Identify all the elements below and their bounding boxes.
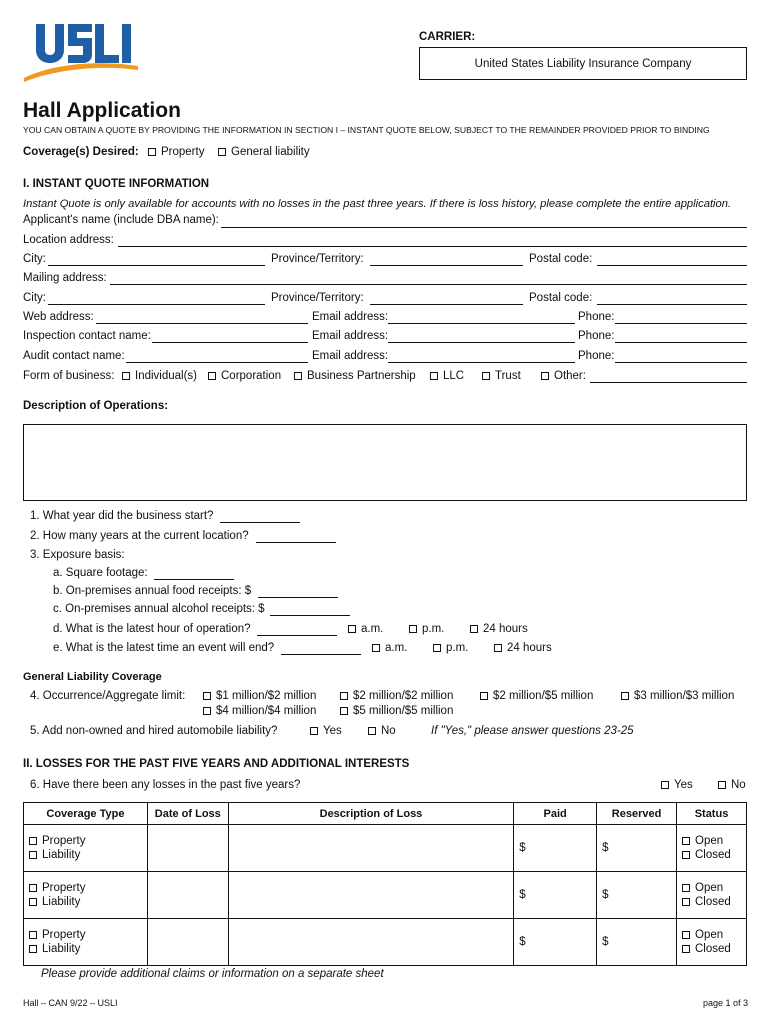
q3e-24h-label: 24 hours xyxy=(507,642,552,654)
open-label: Open xyxy=(695,835,724,847)
q3d-24h-label: 24 hours xyxy=(483,623,528,635)
liability-checkbox[interactable] xyxy=(29,895,142,909)
form-llc-checkbox[interactable] xyxy=(430,370,464,382)
paid-cell[interactable]: $ xyxy=(514,919,597,966)
q3e-pm-checkbox[interactable] xyxy=(433,642,468,654)
phone-label: Phone: xyxy=(578,311,615,323)
col-paid: Paid xyxy=(514,803,597,825)
audit-email-label: Email address: xyxy=(312,350,389,362)
form-individual-checkbox[interactable] xyxy=(122,370,197,382)
open-label: Open xyxy=(695,929,724,941)
status-cell xyxy=(677,872,747,919)
limit-2-5-checkbox[interactable] xyxy=(480,690,593,702)
checkbox-icon[interactable] xyxy=(372,644,380,652)
checkbox-icon[interactable] xyxy=(294,372,302,380)
property-label: Property xyxy=(42,929,86,941)
q3e-am-label: a.m. xyxy=(385,642,408,654)
q3c-field[interactable] xyxy=(270,615,350,616)
col-coverage-type: Coverage Type xyxy=(24,803,148,825)
checkbox-icon[interactable] xyxy=(409,625,417,633)
mailing-address-field[interactable] xyxy=(110,284,747,285)
postal-field[interactable] xyxy=(597,265,747,266)
col-date-of-loss: Date of Loss xyxy=(147,803,228,825)
checkbox-icon[interactable] xyxy=(621,692,629,700)
carrier-field[interactable] xyxy=(419,47,747,80)
checkbox-icon[interactable] xyxy=(480,692,488,700)
limit-2-2-checkbox[interactable] xyxy=(340,690,453,702)
description-label: Description of Operations: xyxy=(23,400,169,412)
checkbox-icon[interactable] xyxy=(470,625,478,633)
checkbox-icon[interactable] xyxy=(482,372,490,380)
open-checkbox[interactable] xyxy=(682,834,741,848)
limit-1-2-label: $1 million/$2 million xyxy=(216,690,317,702)
inspection-contact-field[interactable] xyxy=(152,342,308,343)
date-of-loss-cell[interactable] xyxy=(147,919,228,966)
q1-label: 1. What year did the business start? xyxy=(30,510,214,522)
audit-phone-field[interactable] xyxy=(615,362,747,363)
q5-yes-checkbox[interactable] xyxy=(310,725,342,737)
form-llc-label: LLC xyxy=(443,370,465,382)
form-other-field[interactable] xyxy=(590,382,747,383)
phone-field[interactable] xyxy=(615,323,747,324)
loss-history-table xyxy=(23,802,747,966)
form-individual-label: Individual(s) xyxy=(135,370,197,382)
province-field[interactable] xyxy=(370,265,523,266)
checkbox-icon[interactable] xyxy=(682,931,690,939)
date-of-loss-cell[interactable] xyxy=(147,825,228,872)
q6-yes-checkbox[interactable] xyxy=(661,779,693,791)
checkbox-icon[interactable] xyxy=(682,884,690,892)
limit-1-2-checkbox[interactable] xyxy=(203,690,316,702)
limit-3-3-checkbox[interactable] xyxy=(621,690,734,702)
checkbox-icon[interactable] xyxy=(29,884,37,892)
property-checkbox[interactable] xyxy=(29,928,142,942)
q3d-24h-checkbox[interactable] xyxy=(470,623,528,635)
email-field[interactable] xyxy=(388,323,575,324)
mailing-postal-label: Postal code: xyxy=(529,292,593,304)
closed-checkbox[interactable] xyxy=(682,848,741,862)
q2-label: 2. How many years at the current location? xyxy=(30,530,249,542)
closed-label: Closed xyxy=(695,896,731,908)
closed-checkbox[interactable] xyxy=(682,895,741,909)
date-of-loss-cell[interactable] xyxy=(147,872,228,919)
table-row xyxy=(24,872,747,919)
limit-3-3-label: $3 million/$3 million xyxy=(634,690,735,702)
closed-label: Closed xyxy=(695,849,731,861)
checkbox-icon[interactable] xyxy=(29,931,37,939)
checkbox-icon[interactable] xyxy=(29,837,37,845)
inspection-email-field[interactable] xyxy=(388,342,575,343)
col-status: Status xyxy=(677,803,747,825)
section1-heading: I. INSTANT QUOTE INFORMATION xyxy=(23,178,210,190)
property-checkbox[interactable] xyxy=(29,834,142,848)
description-textarea[interactable] xyxy=(23,424,747,501)
col-description: Description of Loss xyxy=(228,803,514,825)
applicant-name-label: Applicant's name (include DBA name): xyxy=(23,214,219,226)
mailing-province-field[interactable] xyxy=(370,304,523,305)
checkbox-icon[interactable] xyxy=(433,644,441,652)
q3d-pm-label: p.m. xyxy=(422,623,445,635)
usli-logo xyxy=(22,20,140,82)
q3e-24h-checkbox[interactable] xyxy=(494,642,552,654)
property-label: Property xyxy=(42,835,86,847)
q3a-field[interactable] xyxy=(154,579,234,580)
reserved-cell[interactable]: $ xyxy=(597,825,677,872)
status-cell xyxy=(677,825,747,872)
carrier-value: United States Liability Insurance Company xyxy=(474,57,692,70)
checkbox-icon[interactable] xyxy=(29,851,37,859)
checkbox-icon[interactable] xyxy=(148,148,156,156)
mailing-postal-field[interactable] xyxy=(597,304,747,305)
checkbox-icon[interactable] xyxy=(348,625,356,633)
form-partnership-checkbox[interactable] xyxy=(294,370,416,382)
checkbox-icon[interactable] xyxy=(541,372,549,380)
table-row xyxy=(24,825,747,872)
liability-label: Liability xyxy=(42,896,81,908)
inspection-phone-field[interactable] xyxy=(615,342,747,343)
coverage-label: Coverage(s) Desired: xyxy=(23,146,139,158)
checkbox-icon[interactable] xyxy=(340,692,348,700)
carrier-label: CARRIER: xyxy=(419,31,476,43)
audit-email-field[interactable] xyxy=(388,362,575,363)
reserved-cell[interactable]: $ xyxy=(597,872,677,919)
q3e-field[interactable] xyxy=(281,654,361,655)
checkbox-icon[interactable] xyxy=(310,727,318,735)
checkbox-icon[interactable] xyxy=(368,727,376,735)
q3d-field[interactable] xyxy=(257,635,337,636)
q3e-pm-label: p.m. xyxy=(446,642,469,654)
paid-cell[interactable]: $ xyxy=(514,825,597,872)
additional-claims-note: Please provide additional claims or information on a separate sheet xyxy=(41,968,384,980)
q3d-am-checkbox[interactable] xyxy=(348,623,383,635)
coverage-type-cell xyxy=(24,825,148,872)
property-checkbox[interactable] xyxy=(29,881,142,895)
form-trust-checkbox[interactable] xyxy=(482,370,521,382)
postal-label: Postal code: xyxy=(529,253,593,265)
limit-4-4-label: $4 million/$4 million xyxy=(216,705,317,717)
closed-checkbox[interactable] xyxy=(682,942,741,956)
q3b-field[interactable] xyxy=(258,597,338,598)
location-address-field[interactable] xyxy=(118,246,747,247)
coverage-property-label: Property xyxy=(161,146,205,158)
table-header-row xyxy=(24,803,747,825)
liability-label: Liability xyxy=(42,849,81,861)
form-trust-label: Trust xyxy=(495,370,521,382)
limit-4-4-checkbox[interactable] xyxy=(203,705,316,717)
page-title: Hall Application xyxy=(23,99,181,122)
q5-label: 5. Add non-owned and hired automobile liability? xyxy=(30,725,278,737)
q3d-label: d. What is the latest hour of operation? xyxy=(53,623,251,635)
gl-heading: General Liability Coverage xyxy=(23,671,162,683)
page-subtitle: YOU CAN OBTAIN A QUOTE BY PROVIDING THE INFORMATION IN SECTION I – INSTANT QUOTE BELOW, SUBJECT TO THE REMAINDER PROVIDED PRIOR TO BINDING xyxy=(23,125,710,135)
q5-no-checkbox[interactable] xyxy=(368,725,396,737)
checkbox-icon[interactable] xyxy=(718,781,726,789)
q6-label: 6. Have there been any losses in the past five years? xyxy=(30,779,301,791)
liability-checkbox[interactable] xyxy=(29,848,142,862)
q6-yes-label: Yes xyxy=(674,779,693,791)
inspection-phone-label: Phone: xyxy=(578,330,615,342)
mailing-address-label: Mailing address: xyxy=(23,272,107,284)
coverage-property-checkbox[interactable] xyxy=(148,146,204,158)
checkbox-icon[interactable] xyxy=(29,898,37,906)
description-cell[interactable] xyxy=(228,825,514,872)
q3d-am-label: a.m. xyxy=(361,623,384,635)
city-label: City: xyxy=(23,253,46,265)
checkbox-icon[interactable] xyxy=(661,781,669,789)
web-address-label: Web address: xyxy=(23,311,94,323)
q3b-label: b. On-premises annual food receipts: $ xyxy=(53,585,252,597)
q6-no-label: No xyxy=(731,779,746,791)
q3e-am-checkbox[interactable] xyxy=(372,642,407,654)
inspection-contact-label: Inspection contact name: xyxy=(23,330,151,342)
status-cell xyxy=(677,919,747,966)
city-field[interactable] xyxy=(48,265,265,266)
form-of-business-label: Form of business: xyxy=(23,370,115,382)
table-row xyxy=(24,919,747,966)
form-corporation-checkbox[interactable] xyxy=(208,370,281,382)
usli-logo-graphic xyxy=(22,20,140,82)
limit-2-2-label: $2 million/$2 million xyxy=(353,690,454,702)
q6-no-checkbox[interactable] xyxy=(718,779,746,791)
checkbox-icon[interactable] xyxy=(494,644,502,652)
open-checkbox[interactable] xyxy=(682,928,741,942)
form-other-label: Other: xyxy=(554,370,586,382)
location-address-label: Location address: xyxy=(23,234,114,246)
limit-5-5-label: $5 million/$5 million xyxy=(353,705,454,717)
checkbox-icon[interactable] xyxy=(682,945,690,953)
mailing-city-label: City: xyxy=(23,292,46,304)
checkbox-icon[interactable] xyxy=(203,692,211,700)
property-label: Property xyxy=(42,882,86,894)
checkbox-icon[interactable] xyxy=(682,898,690,906)
q5-yes-label: Yes xyxy=(323,725,342,737)
coverage-type-cell xyxy=(24,872,148,919)
email-label: Email address: xyxy=(312,311,389,323)
col-reserved: Reserved xyxy=(597,803,677,825)
audit-phone-label: Phone: xyxy=(578,350,615,362)
audit-contact-field[interactable] xyxy=(126,362,308,363)
section2-heading: II. LOSSES FOR THE PAST FIVE YEARS AND ADDITIONAL INTERESTS xyxy=(23,758,410,770)
liability-checkbox[interactable] xyxy=(29,942,142,956)
form-id: Hall – CAN 9/22 – USLI xyxy=(23,998,118,1008)
limit-5-5-checkbox[interactable] xyxy=(340,705,453,717)
mailing-province-label: Province/Territory: xyxy=(271,292,364,304)
form-corporation-label: Corporation xyxy=(221,370,282,382)
q3e-label: e. What is the latest time an event will end? xyxy=(53,642,275,654)
form-partnership-label: Business Partnership xyxy=(307,370,416,382)
q5-note: If "Yes," please answer questions 23-25 xyxy=(431,725,634,737)
mailing-city-field[interactable] xyxy=(48,304,265,305)
q1-field[interactable] xyxy=(220,522,300,523)
form-other-checkbox[interactable] xyxy=(541,370,586,382)
coverage-gl-checkbox[interactable] xyxy=(218,146,310,158)
province-label: Province/Territory: xyxy=(271,253,364,265)
coverage-type-cell xyxy=(24,919,148,966)
audit-contact-label: Audit contact name: xyxy=(23,350,125,362)
liability-label: Liability xyxy=(42,943,81,955)
q3a-label: a. Square footage: xyxy=(53,567,148,579)
coverage-gl-label: General liability xyxy=(231,146,310,158)
description-cell[interactable] xyxy=(228,872,514,919)
checkbox-icon[interactable] xyxy=(682,837,690,845)
checkbox-icon[interactable] xyxy=(29,945,37,953)
checkbox-icon[interactable] xyxy=(682,851,690,859)
checkbox-icon[interactable] xyxy=(340,707,348,715)
checkbox-icon[interactable] xyxy=(208,372,216,380)
checkbox-icon[interactable] xyxy=(430,372,438,380)
inspection-email-label: Email address: xyxy=(312,330,389,342)
q3d-pm-checkbox[interactable] xyxy=(409,623,444,635)
q2-field[interactable] xyxy=(256,542,336,543)
paid-cell[interactable]: $ xyxy=(514,872,597,919)
open-checkbox[interactable] xyxy=(682,881,741,895)
q4-label: 4. Occurrence/Aggregate limit: xyxy=(30,690,186,702)
applicant-name-field[interactable] xyxy=(221,227,747,228)
description-cell[interactable] xyxy=(228,919,514,966)
instant-quote-note: Instant Quote is only available for accounts with no losses in the past three years. If there is loss history, please complete the entire application. xyxy=(23,198,732,210)
checkbox-icon[interactable] xyxy=(122,372,130,380)
reserved-cell[interactable]: $ xyxy=(597,919,677,966)
closed-label: Closed xyxy=(695,943,731,955)
q3c-label: c. On-premises annual alcohol receipts: $ xyxy=(53,603,265,615)
limit-2-5-label: $2 million/$5 million xyxy=(493,690,594,702)
web-address-field[interactable] xyxy=(96,323,308,324)
open-label: Open xyxy=(695,882,724,894)
checkbox-icon[interactable] xyxy=(218,148,226,156)
q3-label: 3. Exposure basis: xyxy=(30,549,125,561)
q5-no-label: No xyxy=(381,725,396,737)
checkbox-icon[interactable] xyxy=(203,707,211,715)
page-number: page 1 of 3 xyxy=(703,998,749,1008)
